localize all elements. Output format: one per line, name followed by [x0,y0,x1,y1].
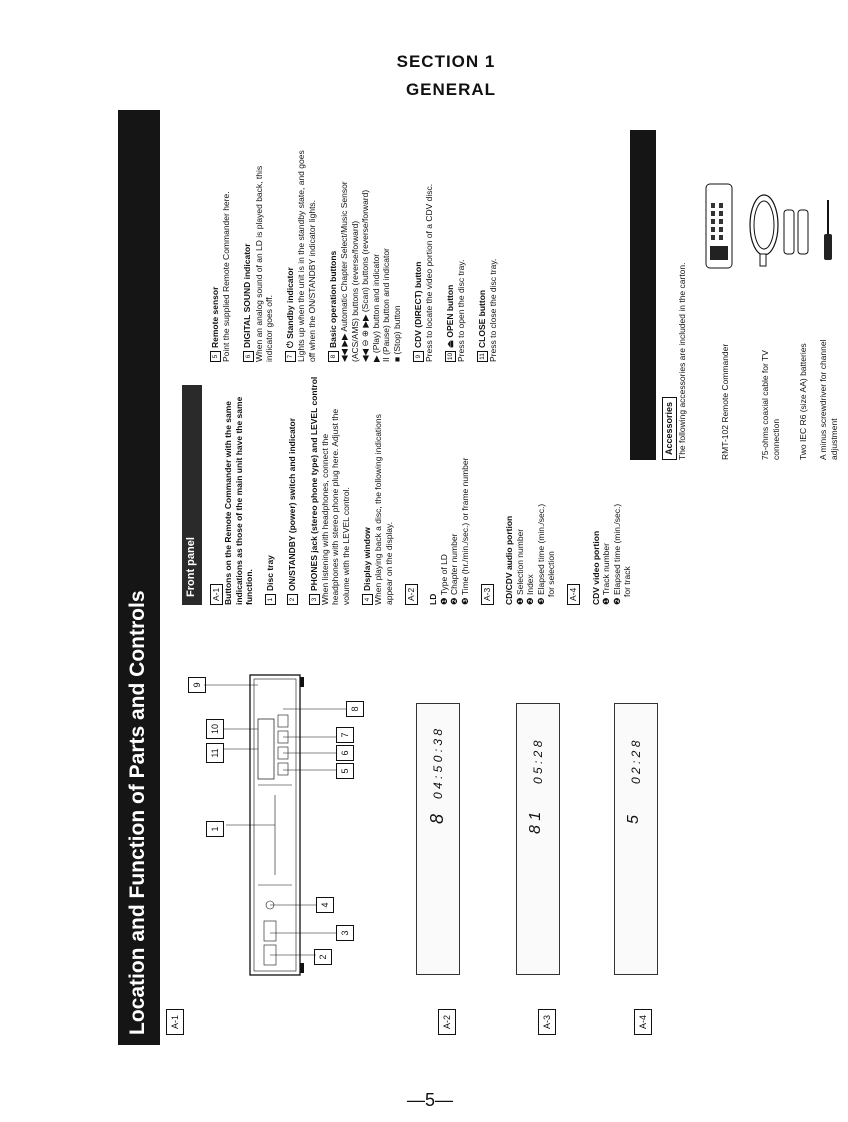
num-11: 11 [477,351,488,362]
a2-line2: ❷ Chapter number [449,533,459,605]
item3-desc2: headphones with stereo phone plug here. Adjust the [330,408,341,605]
a2-line3: ❸ Time (hr./min./sec.) or frame number [459,457,470,605]
item7-desc1: Lights up when the unit is in the standby state, and goes [296,150,307,362]
item7-title: ⏻ Standby indicator [285,267,295,348]
fig-label-a3: A-3 [538,1009,556,1035]
fig-label-a1: A-1 [166,1009,184,1035]
item1-title: Disc tray [265,555,275,591]
coaxial-cable-drawing [744,180,784,270]
fig-label-a4: A-4 [634,1009,652,1035]
num-7: 7 [285,351,296,362]
a4-line2: ❷ Elapsed time (min./sec.) [611,503,622,605]
lcd-a2-chapter: 8 [427,813,447,824]
section-title: GENERAL [405,80,497,99]
screwdriver-drawing [816,194,840,264]
callout-3: 3 [336,925,354,941]
lcd-a2-time: 0 4 : 5 0 : 3 8 [431,728,445,799]
item7-desc2: off when the ON/STANDBY indicator lights. [306,199,317,362]
a3-box: A-3 [481,584,494,605]
section-number: SECTION 1 [396,52,496,71]
acc-screwdriver-label [818,340,839,460]
title-banner [118,110,160,1045]
a4-head: CDV video portion [590,530,601,605]
a2-head: LD [428,593,438,605]
item8-title: Basic operation buttons [327,250,338,348]
a3-head: CD/CDV audio portion [504,515,514,605]
a3-line4: for selection [546,551,556,597]
callout-6: 6 [336,745,354,761]
lcd-a4-track: 5 [625,815,642,824]
callout-2: 2 [314,949,332,965]
front-panel-text [210,377,633,605]
callout-11: 11 [206,743,224,763]
num-1: 1 [265,594,276,605]
a2-box: A-2 [405,584,418,605]
acc-cable-line2: connection [770,418,781,460]
front-panel-heading-text: Front panel [185,537,197,597]
a4-box: A-4 [567,584,580,605]
lcd-display-a2 [416,703,460,975]
page-number: —5— [406,1090,453,1110]
num-9: 9 [413,351,424,362]
item6-title: DIGITAL SOUND indicator [242,243,253,348]
item6-desc1: When an analog sound of an LD is played back, this [253,165,264,362]
callout-4: 4 [316,897,334,913]
item4-desc2: appear on the display. [383,521,394,605]
item8-line3: ◀◀ ⊖ ⊕ ▶▶ (Scan) buttons (reverse/forward) [360,189,370,362]
acc-cable-label [760,350,781,460]
a1-intro-line1: Buttons on the Remote Commander with the same [223,400,233,605]
acc-screwdriver-line2: adjustment [828,418,839,460]
item9-title: CDV (DIRECT) button [412,261,423,348]
callout-1: 1 [206,821,224,837]
num-8: 8 [328,351,339,362]
lcd-display-a3 [516,703,560,975]
banner-title: Location and Function of Parts and Controls [126,590,149,1035]
item5-title: Remote sensor [210,286,220,348]
a4-line1: ❶ Track number [601,543,611,605]
callout-5: 5 [336,763,354,779]
item11-desc: Press to close the disc tray. [488,258,499,362]
a4-line3: for track [622,566,632,597]
item8-line1: ◀◀ ▶▶ Automatic Chapter Select/Music Sensor [339,181,349,362]
item10-title: ⏏ OPEN button [444,284,455,348]
item4-desc1: When playing back a disc, the following indications [373,414,383,605]
num-4: 4 [362,594,373,605]
acc-cable-line1: 75-ohms coaxial cable for TV [760,350,770,460]
a1-intro-line3: function. [244,569,254,605]
accessories-heading: Accessories [662,397,677,460]
item8-line5: II (Pause) button and indicator [381,248,391,362]
a1-intro-line2: indications as those of the main unit have the same [233,396,244,605]
item8-line6: ■ (Stop) button [391,305,402,362]
batteries-drawing [780,200,814,260]
item8-line2: (ACS/AMS) buttons (reverse/forward) [349,220,360,362]
item6-desc2: indicator goes off. [264,295,274,362]
controls-text [210,150,499,362]
lcd-a4-time: 0 2 : 2 8 [629,740,643,784]
diagram-area [166,625,766,1045]
item4-title: Display window [361,527,372,591]
accessories-block [630,130,840,460]
fig-label-a2: A-2 [438,1009,456,1035]
num-6: 6 [243,351,254,362]
item3-desc3: volume with the LEVEL control. [340,487,351,605]
item10-desc: Press to open the disc tray. [456,259,466,362]
num-3: 3 [309,594,320,605]
item5-desc: Point the supplied Remote Commander here. [221,191,232,362]
acc-screwdriver-line1: A minus screwdriver for channel [818,339,828,460]
a1-box: A-1 [210,584,223,605]
a3-line1: ❶ Selection number [514,528,525,605]
acc-remote-label: RMT-102 Remote Commander [720,343,730,460]
callout-9: 9 [188,677,206,693]
num-2: 2 [287,594,298,605]
accessories-text [662,263,687,461]
a3-line3: ❸ Elapsed time (min./sec.) [535,503,546,605]
lcd-a3-time: 0 5 : 2 8 [531,740,545,784]
front-panel-heading [182,385,202,605]
a3-line2: ❷ Index [525,574,535,605]
item3-title: PHONES jack (stereo phone type) and LEVEL control [308,376,319,591]
accessories-intro: The following accessories are included in the carton. [676,262,687,460]
callout-7: 7 [336,727,354,743]
item3-desc1: When listening with headphones, connect the [319,433,330,605]
callout-10: 10 [206,719,224,739]
item9-desc: Press to locate the video portion of a CDV disc. [423,183,434,362]
accessories-dark-bar [630,130,656,460]
acc-battery-label: Two IEC R6 (size AA) batteries [798,343,808,460]
item8-line4: ▶ (Play) button and indicator [370,253,381,362]
num-10: 10 [447,352,454,361]
callout-8: 8 [346,701,364,717]
lcd-display-a4 [614,703,658,975]
num-5: 5 [210,351,221,362]
a2-line1: ❶ Type of LD [438,554,449,605]
item2-title: ON/STANDBY (power) switch and indicator [286,417,297,591]
item11-title: CLOSE button [477,289,487,348]
controls-heading-bar [182,356,202,362]
remote-commander-drawing [700,180,740,270]
lcd-a3-selection: 8 1 [527,811,544,834]
